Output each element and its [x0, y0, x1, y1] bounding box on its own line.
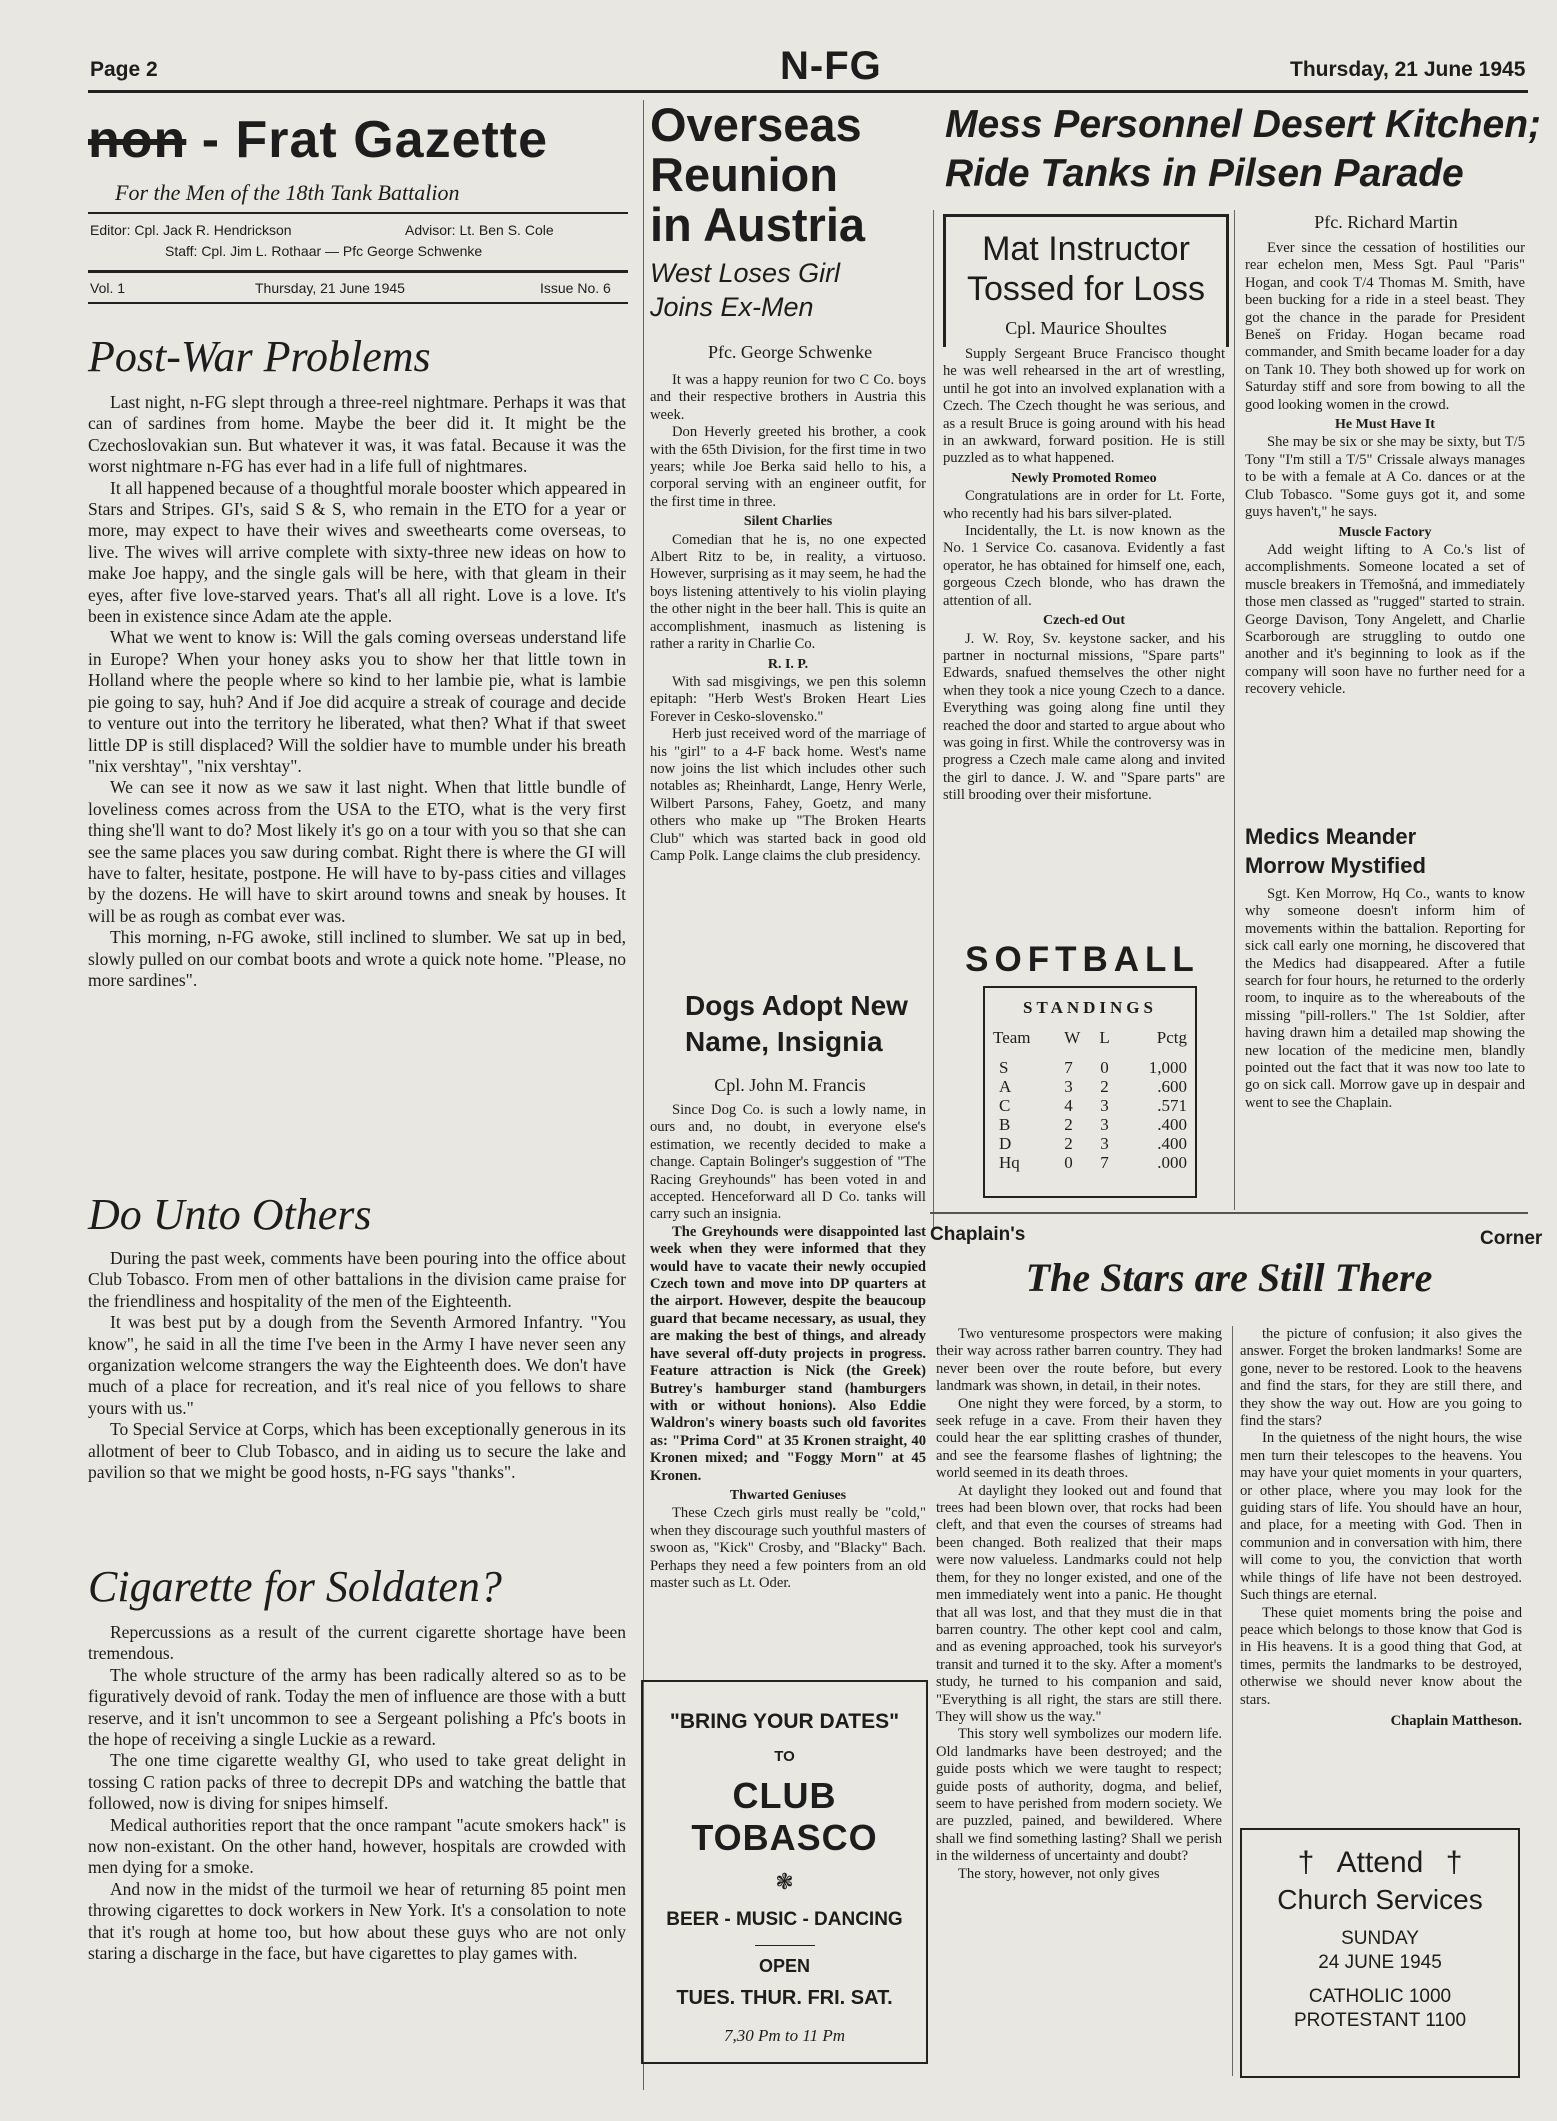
standings-label: STANDINGS [1023, 998, 1157, 1017]
mat-title-2: Tossed for Loss [966, 270, 1206, 308]
dogs-title-2: Name, Insignia [685, 1026, 883, 1057]
standings-cell: 3 [1064, 1077, 1073, 1096]
mat-p2: Congratulations are in order for Lt. Forte, who recently had his bars silver-plated. [943, 488, 1225, 522]
overseas-subhead-rip: R. I. P. [767, 656, 809, 672]
chaplain-column-2 [1240, 1326, 1522, 1730]
mess-subhead-must: He Must Have It [1335, 417, 1435, 433]
overseas-byline: Pfc. George Schwenke [707, 342, 873, 362]
unto-headline: Do Unto Others [88, 1190, 372, 1239]
club-ad-line-3: CLUB TOBASCO [691, 1775, 878, 1858]
dogs-byline: Cpl. John M. Francis [714, 1075, 866, 1095]
mess-article [1245, 240, 1525, 699]
paper-logo: N-FG [780, 44, 882, 88]
standings-cell: 0 [1100, 1058, 1109, 1077]
mess-p3: Add weight lifting to A Co.'s list of accomplishments. Someone located a set of muscle breakers in Třemošná, and immediately those men classed as "rugged" started to strain. George Davison, Tony Angelett, and Charlie Scarborough are struggling to outdo one another and it's beginning to look as if the company will soon have no further need for a recovery vehicle. [1245, 541, 1525, 698]
standings-row [993, 1096, 1187, 1115]
church-ad-line-5: CATHOLIC 1000 [1308, 1986, 1452, 2007]
church-ad-line-4: 24 JUNE 1945 [1318, 1952, 1442, 1973]
cigarette-p1: Repercussions as a result of the current cigarette shortage have been tremendous. [88, 1622, 626, 1664]
postwar-p1: Last night, n-FG slept through a three-reel nightmare. Perhaps it was that can of sardines from home. Maybe the beer did it. It might be the Czechoslovakian sun. But whatever it was, it was fatal. Because it was the worst nightmare n-FG has ever had in a life full of nightmares. [88, 392, 626, 477]
mat-p1: Supply Sergeant Bruce Francisco thought he was well rehearsed in the art of wrestling, until he got into an involved explanation with a Czech. The Czech thought he was serious, and as a result Bruce is going around with his head in an awkward, forward position. He is still puzzled as to what happened. [943, 346, 1225, 467]
standings-cell: .600 [1157, 1077, 1187, 1096]
masthead-prefix: non [88, 111, 187, 169]
standings-cell: 3 [1100, 1096, 1109, 1115]
church-ad-line-3: SUNDAY [1341, 1928, 1419, 1949]
column-rule-mid [933, 210, 934, 1230]
standings-cell: 0 [1064, 1153, 1073, 1172]
standings-header: Team [993, 1028, 1031, 1047]
column-rule-right [1234, 210, 1235, 1210]
chaplain-headline: The Stars are Still There [1025, 1255, 1433, 1300]
medics-title-2: Morrow Mystified [1245, 853, 1426, 878]
postwar-p3: What we went to know is: Will the gals coming overseas understand life in Europe? When your honey asks you to show her that little town in Holland where the people where so kind to her lambie pie, what is lambie pie going to say, huh? And if Joe did acquire a streak of courage and decide to venture out into the territory he liberated, what then? What if that sweet little DP is still displaced? Will the soldier have to mumble under his breath "nix vershtay", "nix vershtay". [88, 627, 626, 776]
standings-table [993, 1028, 1187, 1172]
club-ad-line-5: OPEN [758, 1956, 810, 1976]
standings-cell: B [999, 1115, 1011, 1134]
church-ad-line-1: Attend [1336, 1846, 1424, 1879]
mess-headline [945, 100, 1542, 198]
overseas-p4: With sad misgivings, we pen this solemn epitaph: "Herb West's Broken Heart Lies Forever in Cesko-slovensko." [650, 673, 926, 725]
masthead-staff: Staff: Cpl. Jim L. Rothaar — Pfc George Schwenke [165, 243, 483, 259]
standings-cell: 3 [1100, 1134, 1109, 1153]
dogs-article [650, 1102, 926, 1592]
mat-p4: J. W. Roy, Sv. keystone sacker, and his partner in nocturnal missions, "Spare parts" Edwards, snafued themselves the other night when they took a nice young Czech to a dance. Everything was going along fine until they reached the door and started to argue about who was going in first. While the controversy was in progress a Czech male came along and invited the girl to dance. J. W. and "Spare parts" are still brooding over their misfortune. [943, 630, 1225, 804]
masthead-editor: Editor: Cpl. Jack R. Hendrickson [90, 222, 292, 238]
club-ad-line-4: BEER - MUSIC - DANCING [666, 1909, 903, 1930]
masthead-rule-3 [88, 302, 628, 304]
standings-cell: .000 [1157, 1153, 1187, 1172]
church-ad-line-6: PROTESTANT 1100 [1293, 2010, 1467, 2031]
postwar-article [88, 392, 626, 991]
chaplain-column-1 [936, 1326, 1222, 1883]
chaplain-column-rule [1232, 1326, 1233, 2076]
dogs-p2: The Greyhounds were disappointed last week when they were informed that they would have to vacate their newly occupied Czech town and move into DP quarters at the airport. However, despite the beaucoup guard that became necessary, as usual, they are making the best of things, and already have several off-duty projects in progress. Feature attraction is Nick (the Greek) Butrey's hamburger stand (hamburgers with or without honions). Also Eddie Waldron's winery boasts such old favorites as: "Prima Cord" at 35 Kronen straight, 40 Kronen mixed; and "Foggy Morn" at 45 Kronen. [650, 1223, 926, 1484]
standings-cell: 7 [1100, 1153, 1109, 1172]
overseas-title-1: Overseas [650, 98, 862, 151]
overseas-p5: Herb just received word of the marriage of his "girl" to a 4-F back home. West's name now joins the list which includes other such notables as; Rheinhardt, Lange, Henry Werle, Wilbert Parsons, Fahey, Goetz, and many others who make up "The Broken Hearts Club" which was started back in good old Camp Polk. Lange claims the club presidency. [650, 726, 926, 864]
overseas-subhead-silent: Silent Charlies [743, 514, 833, 530]
medics-p1: Sgt. Ken Morrow, Hq Co., wants to know why someone doesn't inform him of movements within the battalion. Reporting for sick call early one morning, he discovered that the Medics had disappeared. After a futile search for four hours, he returned to the orderly room, to inquire as to the whereabouts of the missing "pill-rollers." The 1st Soldier, after having drawn him a detailed map showing the new location of the medicine men, blandly pointed out the fact that it was now too late to go on sick call. Morrow gave up in despair and went to see the Chaplain. [1245, 886, 1525, 1111]
chaplain-c2-p2: In the quietness of the night hours, the wise men turn their telescopes to the heavens. You may have your quiet moments in your quarters, or other place, where you may look for the guiding stars of life. You should have an hour, and place, for a meeting with God. Then in communion and in conversation with him, there will come to you, the conviction that worth while things of life have not been destroyed. Such things are eternal. [1240, 1430, 1522, 1604]
club-ad-ornament: ❃ [775, 1869, 794, 1894]
club-ad-line-6: TUES. THUR. FRI. SAT. [676, 1987, 893, 2009]
medics-title-1: Medics Meander [1245, 824, 1417, 849]
standings-header: L [1099, 1028, 1110, 1047]
unto-article [88, 1248, 626, 1483]
standings-row [993, 1058, 1187, 1077]
mess-byline: Pfc. Richard Martin [1314, 212, 1458, 232]
standings-cell: 1,000 [1148, 1058, 1187, 1077]
chaplain-c2-p3: These quiet moments bring the poise and peace which belongs to those know that God is in His heavens. It is a good thing that God, at times, permits the landmarks to be destroyed, otherwise we should never know about the stars. [1240, 1604, 1522, 1708]
overseas-title-2: Reunion [650, 148, 838, 201]
overseas-p3: Comedian that he is, no one expected Albert Ritz to be, in reality, a virtuoso. However, surprising as it may seem, he had the boys listening attentively to his violin playing the other night in the beer hall. This is quite an accomplishment, inasmuch as listening is rather a rarity in Charlie Co. [650, 531, 926, 653]
mess-p1: Ever since the cessation of hostilities our rear echelon men, Mess Sgt. Paul "Paris" Hogan, and cook T/4 Thomas M. Smith, have been bucking for a ride in a steel beast. They got the chance in the parade for President Beneš on Friday. Hogan became road commander, and Smith became loader for a day on Tank 10. They both showed up for work on Saturday stiff and sore from bowing to all the good looking women in the crowd. [1245, 240, 1525, 413]
postwar-p2: It all happened because of a thoughtful morale booster which appeared in Stars and Stripes. GI's, said S & S, who remain in the ETO for a year or more, may expect to have their wives and sweethearts come overseas, to live. The wives will arrive complete with sixty-three new ideas on how to make Joe happy, and the single gals will be here, with that gleam in their eyes, after five love-starved years. That's all all right. Love is a love. It's been in existence since Adam ate the apple. [88, 477, 626, 627]
mess-subhead-muscle: Muscle Factory [1338, 524, 1432, 540]
standings-cell: 7 [1064, 1058, 1073, 1077]
overseas-article [650, 372, 926, 865]
standings-cell: .400 [1157, 1115, 1187, 1134]
chaplain-c1-p4: This story well symbolizes our modern life. Old landmarks have been destroyed; and the guide posts which we were taught to respect; guide posts of authority, dogma, and belief, seem to have perished from modern society. We are puzzled, pained, and bewildered. Where shall we find something lasting? Shall we perish in the wilderness of uncertainty and doubt? [936, 1726, 1222, 1865]
mat-byline: Cpl. Maurice Shoultes [1005, 318, 1167, 338]
postwar-p4: We can see it now as we saw it last night. When that little bundle of loveliness comes across from the USA to the ETO, what is the very first thing she'll want to do? Most likely it's go on a tour with you so that she can see the same places you saw during combat. Right there is where the GI will have to falter, hesitate, postpone. He will have to by-pass cities and villages by the dozens. He will have to skirt around towns and sneak by houses. It will be as rough as combat ever was. [88, 777, 626, 926]
dogs-title-1: Dogs Adopt New [685, 990, 908, 1021]
standings-row [993, 1077, 1187, 1096]
standings-cell: Hq [999, 1153, 1020, 1172]
cigarette-article [88, 1622, 626, 1965]
mat-subhead-romeo: Newly Promoted Romeo [1011, 470, 1157, 486]
standings-cell: A [999, 1077, 1012, 1096]
club-ad-rule [755, 1945, 815, 1946]
unto-p1: During the past week, comments have been pouring into the office about Club Tobasco. From men of other battalions in the division came praise for the friendliness and hospitality of the men of the Eighteenth. [88, 1248, 626, 1311]
cigarette-p5: And now in the midst of the turmoil we hear of returning 85 point men throwing cigarettes to dock workers in New York. It's a consolation to note that it's rough at home too, but how about these guys who are not only staring a discharge in the face, but have cigarettes to play games with. [88, 1878, 626, 1964]
overseas-sub-1: West Loses Girl [650, 258, 841, 288]
standings-header: Pctg [1156, 1028, 1187, 1047]
unto-p3: To Special Service at Corps, which has been exceptionally generous in its allotment of beer to Club Tobasco, and in aiding us to secure the lake and pavilion so that we might be good hosts, n-FG says "thanks". [88, 1419, 626, 1483]
overseas-sub-2: Joins Ex-Men [650, 292, 814, 322]
postwar-p5: This morning, n-FG awoke, still inclined to slumber. We sat up in bed, slowly pulled on our combat boots and wrote a quick note home. "Please, no more sardines". [88, 927, 626, 990]
standings-cell: S [999, 1058, 1009, 1077]
cigarette-p3: The one time cigarette wealthy GI, who used to take great delight in tossing C ration packs of three to decrepit DPs and watching the battle that followed, now is diving for snipes himself. [88, 1750, 626, 1814]
overseas-p1: It was a happy reunion for two C Co. boys and their respective brothers in Austria this week. [650, 372, 926, 423]
chaplain-c1-p1: Two venturesome prospectors were making their way across rather barren country. They had never been over the route before, but every landmark was shown, in detail, in their notes. [936, 1326, 1222, 1395]
header-date: Thursday, 21 June 1945 [1290, 58, 1526, 81]
medics-article [1245, 886, 1525, 1112]
overseas-headline [650, 100, 930, 250]
mess-title-1: Mess Personnel Desert Kitchen; [945, 103, 1542, 146]
church-ad-attend [1242, 1846, 1518, 1880]
standings-header-row [993, 1028, 1187, 1058]
mess-p2: She may be six or she may be sixty, but T/5 Tony "I'm still a T/5" Crissale always manages to be with a female at A Co. dances or at the Club Tobasco. "Some guys got it, and some guys haven't," he says. [1245, 434, 1525, 521]
church-services-ad [1240, 1828, 1520, 2078]
dogs-subhead-thwarted: Thwarted Geniuses [729, 1487, 847, 1503]
chaplain-c1-p2: One night they were forced, by a storm, to seek refuge in a cave. From their haven they could hear the ear splitting crashes of thunder, and see the fearsome flashes of lightning; the world seemed in its death throes. [936, 1395, 1222, 1482]
cigarette-p4: Medical authorities report that the once rampant "acute smokers hack" is now non-existant. On the other hand, however, hospitals are crowded with men dying for a smoke. [88, 1814, 626, 1878]
cross-icon: † [1445, 1846, 1463, 1879]
standings-cell: 2 [1064, 1115, 1073, 1134]
mat-title-1: Mat Instructor [982, 230, 1190, 268]
masthead-rule-2 [88, 270, 628, 273]
masthead-issue: Issue No. 6 [540, 280, 611, 296]
masthead-advisor: Advisor: Lt. Ben S. Cole [405, 222, 554, 238]
club-tobasco-ad [641, 1680, 928, 2064]
chaplain-c2-p1: the picture of confusion; it also gives the answer. Forget the broken landmarks! Some are gone, never to be restored. Look to the heavens and find the stars, for they are still there, and they show the way out. How are you going to find the stars? [1240, 1326, 1522, 1430]
masthead-dash: - [186, 111, 236, 169]
standings-cell: 4 [1064, 1096, 1073, 1115]
mat-article [943, 346, 1225, 805]
dogs-p1: Since Dog Co. is such a lowly name, in ours and, no doubt, in everyone else's estimation, we recently decided to make a change. Captain Bolinger's suggestion of "The Racing Greyhounds" has been voted in and accepted. Henceforward all D Co. tanks will carry such an insignia. [650, 1102, 926, 1223]
page-number: Page 2 [90, 58, 158, 81]
club-ad-line-7: 7,30 Pm to 11 Pm [723, 2026, 846, 2045]
club-ad-line-2: TO [774, 1748, 795, 1765]
mat-p3: Incidentally, the Lt. is now known as the No. 1 Service Co. casanova. Evidently a fast operator, he has obtained for himself one, each, gorgeous Czech blonde, who has drawn the attention of all. [943, 523, 1225, 609]
standings-cell: C [999, 1096, 1011, 1115]
masthead-vol: Vol. 1 [90, 280, 126, 296]
standings-cell: .571 [1157, 1096, 1187, 1115]
dogs-p3: These Czech girls must really be "cold," when they discourage such youthful masters of swoon as, "Kick" Crosby, and "Blacky" Bach. Perhaps they need a few pointers from an old master such as Lt. Oder. [650, 1505, 926, 1591]
cigarette-p2: The whole structure of the army has been radically altered so as to be figuratively devoid of rank. Today the men of influence are those with a butt reserve, and it isn't uncommon to see a Sergeant polishing a Pfc's boots in the hope of receiving a single Luckie as a reward. [88, 1664, 626, 1750]
masthead-rule-1 [88, 212, 628, 214]
masthead-subtitle: For the Men of the 18th Tank Battalion [115, 180, 460, 205]
mat-subhead-czech: Czech-ed Out [1042, 613, 1126, 629]
postwar-headline: Post-War Problems [88, 332, 431, 381]
standings-row [993, 1134, 1187, 1153]
standings-cell: 3 [1100, 1115, 1109, 1134]
club-ad-line-1: "BRING YOUR DATES" [669, 1710, 900, 1733]
masthead-title [88, 110, 628, 170]
overseas-title-3: in Austria [650, 198, 866, 251]
unto-p2: It was best put by a dough from the Seventh Armored Infantry. "You know", he said in all the time I've been in the Army I have never seen any organization welcome strangers the way the Eighteenth does. We don't have much of a place for recreation, and it's real nice of you fellows to share yours with us." [88, 1312, 626, 1418]
dogs-headline [685, 988, 935, 1060]
chaplain-signature: Chaplain Mattheson. [1390, 1712, 1522, 1729]
overseas-subhead [650, 256, 930, 324]
softball-title: SOFTBALL [965, 940, 1200, 979]
cross-icon: † [1297, 1846, 1315, 1879]
masthead-issue-date: Thursday, 21 June 1945 [255, 280, 405, 296]
chaplain-label-left: Chaplain's [930, 1224, 1026, 1245]
medics-headline [1245, 822, 1527, 880]
chaplain-c1-p5: The story, however, not only gives [958, 1865, 1160, 1882]
church-ad-line-2: Church Services [1277, 1884, 1483, 1915]
overseas-p2: Don Heverly greeted his brother, a cook with the 65th Division, for the first time in two years; while Joe Berka said hello to his, a corporal serving with an engineer outfit, for the first time in three. [650, 424, 926, 510]
standings-cell: 2 [1064, 1134, 1073, 1153]
cigarette-headline: Cigarette for Soldaten? [88, 1562, 502, 1611]
standings-cell: 2 [1100, 1077, 1109, 1096]
chaplain-label-right: Corner [1480, 1228, 1543, 1249]
standings-header: W [1064, 1028, 1081, 1047]
chaplain-c1-p3: At daylight they looked out and found that trees had been blown over, that rocks had been cleft, and that even the courses of streams had been changed. Both realized that their maps were now valueless. Landmarks could not help them, for they no longer existed, and one of the men immediately went into a panic. He thought that all was lost, and that they must die in that barren country. The other kept cool and calm, and as evening approached, took his surveyor's transit and turned it to the sky. After a moment's study, he turned to his companion and said, "Everything is all right, the stars are still there. They will show us the way." [936, 1482, 1222, 1725]
standings-cell: .400 [1157, 1134, 1187, 1153]
header-rule [88, 90, 1528, 93]
standings-row [993, 1153, 1187, 1172]
standings-cell: D [999, 1134, 1012, 1153]
mess-title-2: Ride Tanks in Pilsen Parade [945, 152, 1464, 195]
chaplain-top-rule [930, 1212, 1528, 1214]
softball-standings-box [983, 986, 1197, 1198]
masthead-main: Frat Gazette [235, 111, 549, 169]
standings-row [993, 1115, 1187, 1134]
